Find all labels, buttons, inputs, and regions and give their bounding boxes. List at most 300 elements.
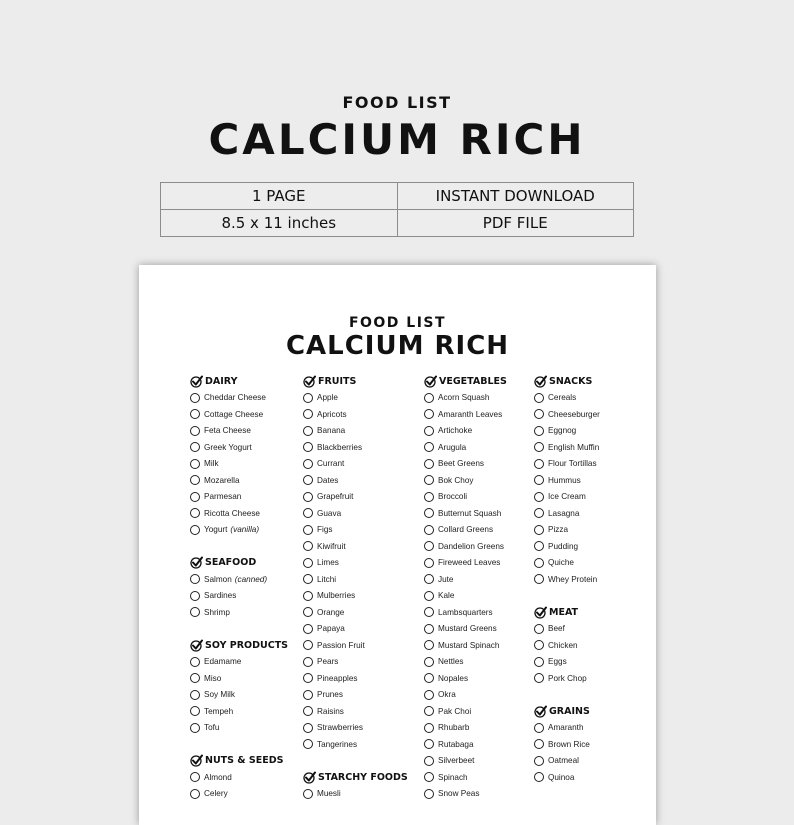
food-item-label: Amaranth bbox=[548, 723, 584, 733]
category-heading bbox=[534, 604, 654, 621]
empty-circle-icon bbox=[303, 558, 313, 568]
food-item bbox=[190, 670, 310, 687]
info-cell-format: PDF FILE bbox=[397, 210, 634, 237]
page-subtitle: FOOD LIST bbox=[348, 315, 447, 331]
food-item bbox=[190, 769, 310, 786]
food-item bbox=[190, 489, 310, 506]
checkmark-circle-icon bbox=[190, 556, 203, 569]
empty-circle-icon bbox=[303, 409, 313, 419]
category-heading bbox=[190, 555, 310, 572]
food-item-label: Pak Choi bbox=[438, 706, 472, 716]
empty-circle-icon bbox=[424, 657, 434, 667]
food-item bbox=[534, 654, 654, 671]
food-item-label: Pears bbox=[317, 657, 339, 667]
empty-circle-icon bbox=[303, 607, 313, 617]
empty-circle-icon bbox=[424, 690, 434, 700]
food-item bbox=[424, 637, 544, 654]
food-item-label: Brown Rice bbox=[548, 739, 590, 749]
food-item-label: Spinach bbox=[438, 772, 468, 782]
food-item-label: Guava bbox=[317, 508, 342, 518]
food-item bbox=[303, 703, 423, 720]
food-item bbox=[190, 472, 310, 489]
food-item bbox=[190, 456, 310, 473]
food-item bbox=[303, 505, 423, 522]
info-row bbox=[161, 210, 634, 237]
food-item bbox=[534, 472, 654, 489]
food-item bbox=[303, 654, 423, 671]
food-item-label: Feta Cheese bbox=[204, 426, 251, 436]
food-item bbox=[424, 703, 544, 720]
food-item-label: Grapefruit bbox=[317, 492, 354, 502]
food-item bbox=[424, 423, 544, 440]
food-item bbox=[424, 753, 544, 770]
empty-circle-icon bbox=[424, 739, 434, 749]
food-item bbox=[534, 753, 654, 770]
food-item bbox=[303, 406, 423, 423]
empty-circle-icon bbox=[424, 640, 434, 650]
food-item-label: Cheeseburger bbox=[548, 409, 600, 419]
category-name: STARCHY FOODS bbox=[318, 771, 408, 783]
empty-circle-icon bbox=[190, 723, 200, 733]
food-item bbox=[534, 720, 654, 737]
checkmark-circle-icon bbox=[534, 375, 547, 388]
food-item bbox=[424, 406, 544, 423]
food-item-label: Greek Yogurt bbox=[204, 442, 252, 452]
food-item-label: Jute bbox=[438, 574, 454, 584]
food-item-label: Pineapples bbox=[317, 673, 358, 683]
food-item-label: Yogurt bbox=[204, 525, 228, 535]
food-item-label: Sardines bbox=[204, 591, 237, 601]
food-item bbox=[424, 604, 544, 621]
food-item-label: Limes bbox=[317, 558, 339, 568]
empty-circle-icon bbox=[424, 772, 434, 782]
food-item-label: Quinoa bbox=[548, 772, 575, 782]
category-name: FRUITS bbox=[318, 375, 357, 387]
empty-circle-icon bbox=[190, 409, 200, 419]
food-item bbox=[424, 720, 544, 737]
food-item-label: Broccoli bbox=[438, 492, 468, 502]
food-item bbox=[303, 423, 423, 440]
empty-circle-icon bbox=[303, 475, 313, 485]
food-item-label: Rhubarb bbox=[438, 723, 470, 733]
food-item bbox=[190, 571, 310, 588]
food-item-label: Apple bbox=[317, 393, 338, 403]
empty-circle-icon bbox=[190, 772, 200, 782]
food-item-label: Apricots bbox=[317, 409, 347, 419]
food-item bbox=[534, 670, 654, 687]
empty-circle-icon bbox=[534, 739, 544, 749]
food-item-label: Orange bbox=[317, 607, 345, 617]
empty-circle-icon bbox=[534, 574, 544, 584]
info-cell-pages: 1 PAGE bbox=[161, 183, 398, 210]
food-item-label: Okra bbox=[438, 690, 456, 700]
food-item bbox=[190, 423, 310, 440]
food-item bbox=[303, 720, 423, 737]
food-item bbox=[190, 390, 310, 407]
empty-circle-icon bbox=[303, 459, 313, 469]
empty-circle-icon bbox=[424, 409, 434, 419]
food-item-label: English Muffin bbox=[548, 442, 600, 452]
food-item-label: Cheddar Cheese bbox=[204, 393, 266, 403]
food-item bbox=[534, 489, 654, 506]
food-item-label: Nettles bbox=[438, 657, 464, 667]
empty-circle-icon bbox=[303, 574, 313, 584]
empty-circle-icon bbox=[190, 525, 200, 535]
food-item-label: Eggnog bbox=[548, 426, 577, 436]
food-item bbox=[534, 505, 654, 522]
empty-circle-icon bbox=[424, 756, 434, 766]
food-item-label: Rutabaga bbox=[438, 739, 474, 749]
category-heading bbox=[303, 373, 423, 390]
empty-circle-icon bbox=[424, 442, 434, 452]
food-item bbox=[303, 489, 423, 506]
food-item-label: Fireweed Leaves bbox=[438, 558, 501, 568]
food-item bbox=[303, 522, 423, 539]
empty-circle-icon bbox=[424, 673, 434, 683]
food-item-label: Lambsquarters bbox=[438, 607, 493, 617]
category-name: NUTS & SEEDS bbox=[205, 755, 284, 767]
food-item bbox=[534, 769, 654, 786]
empty-circle-icon bbox=[424, 508, 434, 518]
empty-circle-icon bbox=[303, 541, 313, 551]
food-item-label: Ice Cream bbox=[548, 492, 586, 502]
empty-circle-icon bbox=[534, 756, 544, 766]
empty-circle-icon bbox=[190, 508, 200, 518]
empty-circle-icon bbox=[424, 393, 434, 403]
food-item-label: Muesli bbox=[317, 789, 341, 799]
checkmark-circle-icon bbox=[303, 375, 316, 388]
empty-circle-icon bbox=[190, 426, 200, 436]
food-item bbox=[534, 390, 654, 407]
food-item bbox=[424, 769, 544, 786]
empty-circle-icon bbox=[190, 706, 200, 716]
food-item-label: Quiche bbox=[548, 558, 574, 568]
food-item bbox=[424, 588, 544, 605]
food-item-label: Parmesan bbox=[204, 492, 242, 502]
food-item bbox=[424, 439, 544, 456]
empty-circle-icon bbox=[303, 508, 313, 518]
food-item-label: Salmon bbox=[204, 574, 232, 584]
empty-circle-icon bbox=[190, 673, 200, 683]
food-item-label: Nopales bbox=[438, 673, 469, 683]
food-item-label: Passion Fruit bbox=[317, 640, 365, 650]
food-item bbox=[190, 522, 310, 539]
food-item bbox=[303, 538, 423, 555]
food-item bbox=[534, 571, 654, 588]
empty-circle-icon bbox=[303, 723, 313, 733]
food-item-label: Acorn Squash bbox=[438, 393, 490, 403]
food-item bbox=[303, 687, 423, 704]
food-item-label: Shrimp bbox=[204, 607, 230, 617]
food-item-label: Tempeh bbox=[204, 706, 234, 716]
food-item bbox=[303, 588, 423, 605]
food-item bbox=[424, 390, 544, 407]
food-item bbox=[534, 423, 654, 440]
food-item-label: Artichoke bbox=[438, 426, 473, 436]
empty-circle-icon bbox=[424, 624, 434, 634]
empty-circle-icon bbox=[190, 607, 200, 617]
food-item bbox=[190, 439, 310, 456]
empty-circle-icon bbox=[190, 393, 200, 403]
food-item-label: Flour Tortillas bbox=[548, 459, 597, 469]
food-item-label: Oatmeal bbox=[548, 756, 579, 766]
category-name: MEAT bbox=[549, 606, 579, 618]
food-item bbox=[190, 703, 310, 720]
empty-circle-icon bbox=[424, 426, 434, 436]
empty-circle-icon bbox=[303, 492, 313, 502]
food-item-label: Cottage Cheese bbox=[204, 409, 264, 419]
food-item bbox=[534, 621, 654, 638]
empty-circle-icon bbox=[534, 508, 544, 518]
food-item-label: Pork Chop bbox=[548, 673, 587, 683]
category-name: SEAFOOD bbox=[205, 557, 257, 569]
food-item-label: Amaranth Leaves bbox=[438, 409, 503, 419]
food-item-label: Mustard Spinach bbox=[438, 640, 500, 650]
food-item bbox=[303, 456, 423, 473]
food-item-label: Almond bbox=[204, 772, 232, 782]
empty-circle-icon bbox=[303, 525, 313, 535]
food-item-label: Snow Peas bbox=[438, 789, 480, 799]
food-column-2 bbox=[303, 373, 423, 802]
empty-circle-icon bbox=[424, 558, 434, 568]
empty-circle-icon bbox=[303, 393, 313, 403]
food-item bbox=[303, 571, 423, 588]
checkmark-circle-icon bbox=[190, 754, 203, 767]
food-item-label: Cereals bbox=[548, 393, 577, 403]
empty-circle-icon bbox=[424, 525, 434, 535]
empty-circle-icon bbox=[190, 574, 200, 584]
empty-circle-icon bbox=[534, 640, 544, 650]
empty-circle-icon bbox=[534, 673, 544, 683]
empty-circle-icon bbox=[534, 492, 544, 502]
food-item bbox=[303, 472, 423, 489]
checkmark-circle-icon bbox=[303, 771, 316, 784]
empty-circle-icon bbox=[190, 690, 200, 700]
food-item-label: Prunes bbox=[317, 690, 343, 700]
empty-circle-icon bbox=[534, 657, 544, 667]
checkmark-circle-icon bbox=[190, 639, 203, 652]
food-item bbox=[534, 736, 654, 753]
empty-circle-icon bbox=[303, 442, 313, 452]
food-item-label: Mulberries bbox=[317, 591, 356, 601]
food-item-label: Dandelion Greens bbox=[438, 541, 504, 551]
food-item-label: Raisins bbox=[317, 706, 344, 716]
category-heading bbox=[303, 769, 423, 786]
food-item bbox=[534, 538, 654, 555]
checkmark-circle-icon bbox=[534, 606, 547, 619]
food-item bbox=[190, 720, 310, 737]
info-cell-delivery: INSTANT DOWNLOAD bbox=[397, 183, 634, 210]
food-item-note: (vanilla) bbox=[230, 525, 260, 535]
empty-circle-icon bbox=[424, 607, 434, 617]
product-info-table bbox=[160, 182, 634, 237]
food-item bbox=[424, 538, 544, 555]
food-item bbox=[303, 439, 423, 456]
food-item bbox=[190, 505, 310, 522]
food-item-label: Banana bbox=[317, 426, 346, 436]
category-name: VEGETABLES bbox=[439, 375, 507, 387]
empty-circle-icon bbox=[534, 393, 544, 403]
food-item-label: Milk bbox=[204, 459, 219, 469]
empty-circle-icon bbox=[424, 723, 434, 733]
checkmark-circle-icon bbox=[424, 375, 437, 388]
food-item-label: Currant bbox=[317, 459, 345, 469]
food-item-label: Whey Protein bbox=[548, 574, 598, 584]
food-item bbox=[424, 670, 544, 687]
food-item bbox=[534, 406, 654, 423]
food-item-label: Hummus bbox=[548, 475, 581, 485]
empty-circle-icon bbox=[190, 657, 200, 667]
food-item-label: Ricotta Cheese bbox=[204, 508, 260, 518]
empty-circle-icon bbox=[534, 525, 544, 535]
checkmark-circle-icon bbox=[534, 705, 547, 718]
food-item bbox=[534, 456, 654, 473]
food-item-label: Butternut Squash bbox=[438, 508, 502, 518]
category-heading bbox=[190, 753, 310, 770]
food-item-label: Strawberries bbox=[317, 723, 363, 733]
food-item-label: Tofu bbox=[204, 723, 220, 733]
food-item-label: Dates bbox=[317, 475, 339, 485]
food-item-label: Beef bbox=[548, 624, 565, 634]
empty-circle-icon bbox=[534, 772, 544, 782]
empty-circle-icon bbox=[424, 541, 434, 551]
food-item-label: Chicken bbox=[548, 640, 578, 650]
empty-circle-icon bbox=[424, 591, 434, 601]
page-title: CALCIUM RICH bbox=[285, 331, 510, 361]
empty-circle-icon bbox=[303, 706, 313, 716]
food-item-label: Tangerines bbox=[317, 739, 358, 749]
category-heading bbox=[190, 373, 310, 390]
food-item bbox=[303, 736, 423, 753]
empty-circle-icon bbox=[534, 409, 544, 419]
food-item bbox=[303, 555, 423, 572]
food-item-label: Celery bbox=[204, 789, 228, 799]
food-item bbox=[424, 489, 544, 506]
food-column-3 bbox=[424, 373, 544, 802]
food-item bbox=[424, 654, 544, 671]
food-item bbox=[190, 654, 310, 671]
food-item-label: Mustard Greens bbox=[438, 624, 497, 634]
food-item bbox=[424, 571, 544, 588]
category-heading bbox=[190, 637, 310, 654]
food-item-label: Mozarella bbox=[204, 475, 240, 485]
food-item bbox=[534, 522, 654, 539]
checkmark-circle-icon bbox=[190, 375, 203, 388]
category-name: GRAINS bbox=[549, 705, 590, 717]
food-item-label: Papaya bbox=[317, 624, 345, 634]
food-item bbox=[303, 637, 423, 654]
info-cell-size: 8.5 x 11 inches bbox=[161, 210, 398, 237]
category-name: SNACKS bbox=[549, 375, 593, 387]
food-column-1 bbox=[190, 373, 310, 802]
listing-subtitle: FOOD LIST bbox=[342, 93, 452, 112]
empty-circle-icon bbox=[303, 591, 313, 601]
empty-circle-icon bbox=[534, 624, 544, 634]
food-item bbox=[424, 522, 544, 539]
category-heading bbox=[534, 373, 654, 390]
food-item bbox=[303, 390, 423, 407]
empty-circle-icon bbox=[190, 492, 200, 502]
empty-circle-icon bbox=[424, 475, 434, 485]
food-item-label: Beet Greens bbox=[438, 459, 484, 469]
category-heading bbox=[534, 703, 654, 720]
food-item bbox=[303, 621, 423, 638]
food-item-label: Collard Greens bbox=[438, 525, 494, 535]
empty-circle-icon bbox=[303, 426, 313, 436]
food-item-label: Kale bbox=[438, 591, 455, 601]
listing-title: CALCIUM RICH bbox=[208, 115, 586, 164]
food-item bbox=[424, 505, 544, 522]
empty-circle-icon bbox=[424, 459, 434, 469]
empty-circle-icon bbox=[303, 739, 313, 749]
food-item bbox=[303, 604, 423, 621]
food-item-label: Figs bbox=[317, 525, 333, 535]
category-name: SOY PRODUCTS bbox=[205, 639, 289, 651]
food-item-label: Edamame bbox=[204, 657, 242, 667]
food-item-note: (canned) bbox=[234, 574, 268, 584]
food-item-label: Pizza bbox=[548, 525, 569, 535]
food-item-label: Litchi bbox=[317, 574, 337, 584]
empty-circle-icon bbox=[534, 459, 544, 469]
empty-circle-icon bbox=[534, 475, 544, 485]
food-item-label: Miso bbox=[204, 673, 222, 683]
food-item-label: Eggs bbox=[548, 657, 567, 667]
empty-circle-icon bbox=[534, 541, 544, 551]
food-item bbox=[424, 472, 544, 489]
food-item-label: Bok Choy bbox=[438, 475, 474, 485]
food-item bbox=[424, 456, 544, 473]
food-item-label: Soy Milk bbox=[204, 690, 235, 700]
empty-circle-icon bbox=[190, 475, 200, 485]
food-item bbox=[534, 555, 654, 572]
empty-circle-icon bbox=[190, 591, 200, 601]
food-item-label: Silverbeet bbox=[438, 756, 475, 766]
food-item bbox=[424, 736, 544, 753]
empty-circle-icon bbox=[534, 426, 544, 436]
empty-circle-icon bbox=[303, 673, 313, 683]
food-item-label: Kiwifruit bbox=[317, 541, 346, 551]
empty-circle-icon bbox=[303, 657, 313, 667]
printable-page-preview bbox=[139, 265, 656, 825]
food-column-4 bbox=[534, 373, 654, 786]
food-item bbox=[190, 588, 310, 605]
food-item bbox=[424, 621, 544, 638]
food-item bbox=[190, 604, 310, 621]
food-item-label: Pudding bbox=[548, 541, 579, 551]
food-item bbox=[424, 687, 544, 704]
info-row bbox=[161, 183, 634, 210]
empty-circle-icon bbox=[190, 442, 200, 452]
food-item bbox=[303, 670, 423, 687]
empty-circle-icon bbox=[303, 640, 313, 650]
empty-circle-icon bbox=[424, 574, 434, 584]
empty-circle-icon bbox=[534, 558, 544, 568]
food-item-label: Lasagna bbox=[548, 508, 580, 518]
category-heading bbox=[424, 373, 544, 390]
food-item-label: Arugula bbox=[438, 442, 467, 452]
food-item bbox=[534, 637, 654, 654]
category-name: DAIRY bbox=[205, 375, 238, 387]
food-item-label: Blackberries bbox=[317, 442, 363, 452]
food-item bbox=[190, 406, 310, 423]
empty-circle-icon bbox=[534, 442, 544, 452]
empty-circle-icon bbox=[424, 706, 434, 716]
food-item bbox=[424, 555, 544, 572]
empty-circle-icon bbox=[534, 723, 544, 733]
empty-circle-icon bbox=[424, 492, 434, 502]
food-item bbox=[190, 687, 310, 704]
food-item bbox=[534, 439, 654, 456]
